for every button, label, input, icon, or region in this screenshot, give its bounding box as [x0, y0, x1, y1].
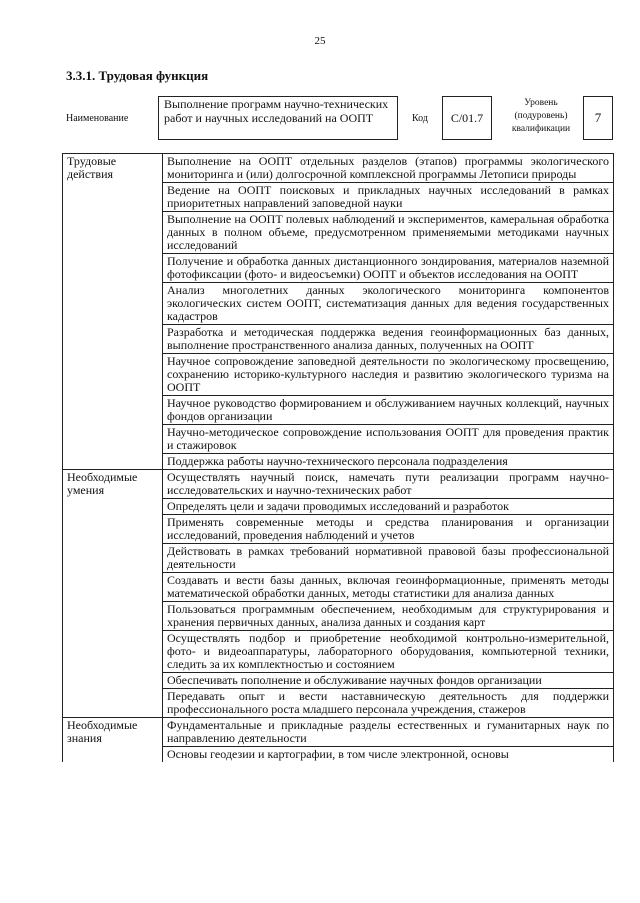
- section-label: Необходимые умения: [63, 470, 163, 718]
- qualification-level-value: 7: [583, 96, 613, 140]
- page-number: 25: [314, 35, 326, 47]
- table-row: [63, 718, 614, 747]
- table-cell-item: Пользоваться программным обеспечением, необходимым для структурирования и хранения первичных данных, анализа данных и создания карт: [163, 602, 614, 631]
- table-cell-item: Действовать в рамках требований нормативной правовой базы профессиональной деятельности: [163, 544, 614, 573]
- table-cell-item: Получение и обработка данных дистанционного зондирования, материалов наземной фотофиксации (фото- и видеосъемки) ООПТ и объектов исследования на ООПТ: [163, 254, 614, 283]
- table-cell-item: Научное руководство формированием и обслуживанием научных коллекций, научных фондов организации: [163, 396, 614, 425]
- table-cell-item: Ведение на ООПТ поисковых и прикладных научных исследований в рамках приоритетных направлений заповедной науки: [163, 183, 614, 212]
- table-cell-item: Фундаментальные и прикладные разделы естественных и гуманитарных наук по направлению деятельности: [163, 718, 614, 747]
- function-details-table: [62, 153, 614, 762]
- function-name-label: Наименование: [66, 113, 129, 124]
- table-cell-item: Обеспечивать пополнение и обслуживание научных фондов организации: [163, 673, 614, 689]
- table-cell-item: Научно-методическое сопровождение использования ООПТ для проведения практик и стажировок: [163, 425, 614, 454]
- table-cell-item: Создавать и вести базы данных, включая геоинформационные, применять методы математической обработки данных, методы статистики для анализа данных: [163, 573, 614, 602]
- table-cell-item: Научное сопровождение заповедной деятельности по экологическому просвещению, сохранению историко-культурного наследия и развитию экологического туризма на ООПТ: [163, 354, 614, 396]
- table-cell-item: Осуществлять научный поиск, намечать пути реализации программ научно-исследовательских и научно-технических работ: [163, 470, 614, 499]
- function-name-value: Выполнение программ научно-технических работ и научных исследований на ООПТ: [158, 96, 398, 140]
- table-body: [63, 154, 614, 763]
- section-label: Трудовые действия: [63, 154, 163, 470]
- table-cell-item: Осуществлять подбор и приобретение необходимой контрольно-измерительной, фото- и видеоаппаратуры, лабораторного оборудования, компьютерной техники, следить за их комплектностью и состоянием: [163, 631, 614, 673]
- table-cell-item: Определять цели и задачи проводимых исследований и разработок: [163, 499, 614, 515]
- table-cell-item: Анализ многолетних данных экологического мониторинга компонентов экологических систем ООПТ, систематизация данных для ведения государственных кадастров: [163, 283, 614, 325]
- table-cell-item: Выполнение на ООПТ полевых наблюдений и экспериментов, камеральная обработка данных в полном объеме, предусмотренном применяемыми методиками научных исследований: [163, 212, 614, 254]
- code-value: C/01.7: [442, 96, 492, 140]
- page-bottom-edge: [0, 897, 640, 903]
- table-row: [63, 154, 614, 183]
- qualification-level-label: Уровень (подуровень) квалификации: [511, 98, 571, 134]
- section-title: 3.3.1. Трудовая функция: [66, 68, 209, 83]
- code-label: Код: [412, 113, 428, 124]
- table-cell-item: Поддержка работы научно-технического персонала подразделения: [163, 454, 614, 470]
- table-cell-item: Передавать опыт и вести наставническую деятельность для поддержки профессионального роста младшего персонала учреждения, стажеров: [163, 689, 614, 718]
- table-cell-item: Разработка и методическая поддержка ведения геоинформационных баз данных, выполнение пространственного анализа данных, полученных на ООПТ: [163, 325, 614, 354]
- section-label: Необходимые знания: [63, 718, 163, 763]
- table-cell-item: Основы геодезии и картографии, в том числе электронной, основы: [163, 747, 614, 763]
- table-cell-item: Выполнение на ООПТ отдельных разделов (этапов) программы экологического мониторинга и (или) долгосрочной комплексной программы Летописи природы: [163, 154, 614, 183]
- table-row: [63, 470, 614, 499]
- table-cell-item: Применять современные методы и средства планирования и организации исследований, проведения наблюдений и учетов: [163, 515, 614, 544]
